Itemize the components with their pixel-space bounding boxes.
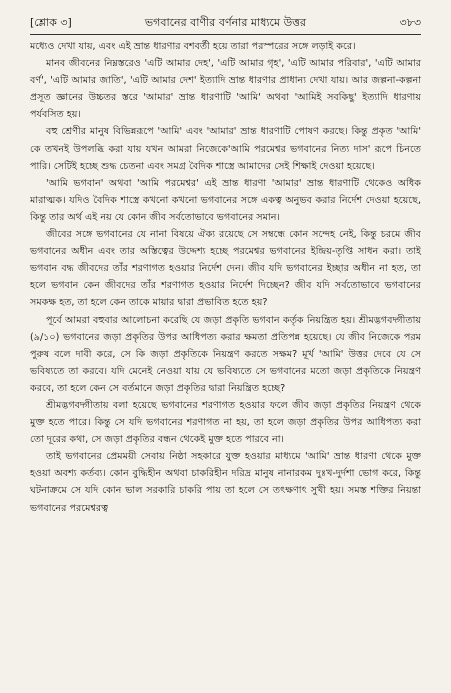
paragraph: পূর্বে আমরা বহুবার আলোচনা করেছি যে জড়া প্রকৃতি ভগবান কর্তৃক নিয়ন্ত্রিত হয়। শ্রীমদ্ভগবদ্গীতায় (৯/১০) ভগবানের জড়া প্রকৃতির উপর আধিপত্য করার ক্ষমতা প্রতিপন্ন হয়েছে। যে জীব নিজেকে পরম পুরুষ বলে দাবী করে, সে কি জড়া প্রকৃতিকে নিয়ন্ত্রণ করতে সক্ষম? মূর্খ 'আমি' উত্তর দেবে যে সে ভবিষ্যতে তা করবে। যদি মেনেই নেওয়া যায় যে ভবিষ্যতে সে ভগবানের মতো জড়া প্রকৃতিকে নিয়ন্ত্রণ করবে, তা হলে কেন সে বর্তমানে জড়া প্রকৃতির দ্বারা নিয়ন্ত্রিত হচ্ছে?: [30, 314, 421, 394]
paragraph: শ্রীমদ্ভগবদ্গীতায় বলা হয়েছে ভগবানের শরণাগত হওয়ার ফলে জীব জড়া প্রকৃতির নিয়ন্ত্রণ থেকে মুক্ত হতে পারে। কিন্তু সে যদি ভগবানের শরণাগত না হয়, তা হলে জড়া প্রকৃতির উপর আধিপত্য করা তো দূরের কথা, সে জড়া প্রকৃতির বন্ধন থেকেই মুক্ত হতে পারবে না।: [30, 399, 421, 446]
paragraph: মানব জীবনের নিম্নস্তরেও 'এটি আমার দেহ', 'এটি আমার গৃহ', 'এটি আমার পরিবার', 'এটি আমার বর্ণ', 'এটি আমার জাতি', 'এটি আমার দেশ' ইত্যাদি ভ্রান্ত ধারণার প্রাধান্য দেখা যায়। আর জল্পনা-কল্পনা প্রসূত জ্ঞানের উচ্চতর স্তরে 'আমার' ভ্রান্ত ধারণাটি 'আমি' অথবা 'আমিই সবকিছু' ইত্যাদি ধারণায় পর্যবসিত হয়।: [30, 58, 421, 121]
paragraph: 'আমি ভগবান' অথবা 'আমি পরমেশ্বর' এই ভ্রান্ত ধারণা 'আমার' ভ্রান্ত ধারণাটি থেকেও অধিক মারাত্মক। যদিও বৈদিক শাস্ত্রে কখনো কখনো ভগবানের সঙ্গে একত্ব অনুভব করার নির্দেশ দেওয়া হয়েছে, কিন্তু তার অর্থ এই নয় যে কোন জীব সর্বতোভাবে ভগবানের সমান।: [30, 177, 421, 223]
page-number: ৩৮৩: [399, 16, 421, 29]
paragraph: তাই ভগবানের প্রেমময়ী সেবায় নিষ্ঠা সহকারে যুক্ত হওয়ার মাধ্যমে 'আমি' ভ্রান্ত ধারণা থেকে মুক্ত হওয়া অবশ্য কর্তব্য। কোন বুদ্ধিহীন অথবা চাকরিহীন দরিদ্র মানুষ নানারকম দুঃখ-দুর্দশা ভোগ করে, কিন্তু ঘটনাক্রমে সে যদি কোন ভাল সরকারি চাকরি পায় তা হলে সে তৎক্ষণাৎ সুখী হয়। সমস্ত শক্তির নিয়ন্তা ভগবানের পরমেশ্বরত্ব: [30, 451, 421, 514]
verse-reference: [শ্লোক ৩]: [30, 16, 72, 29]
paragraph: বহু শ্রেণীর মানুষ বিভিন্নরূপে 'আমি' এবং 'আমার' ভ্রান্ত ধারণাটি পোষণ করছে। কিন্তু প্রকৃত 'আমি' কে তখনই উপলব্ধি করা যায় যখন আমরা নিজেকে'আমি পরমেশ্বর ভগবানের নিত্য দাস' রূপে চিনতে পারি। সেটিই হচ্ছে শুদ্ধ চেতনা এবং সমগ্র বৈদিক শাস্ত্রে আমাদের সেই শিক্ষাই দেওয়া হয়েছে।: [30, 126, 421, 172]
body-text: [30, 38, 421, 517]
running-head: [30, 14, 421, 32]
paragraph-continued: মধ্যেও দেখা যায়, এবং এই ভ্রান্ত ধারণার বশবর্তী হয়ে তারা পরস্পরের সঙ্গে লড়াই করে।: [30, 41, 356, 52]
paragraph: জীবের সঙ্গে ভগবানের যে নানা বিষয়ে ঐক্য রয়েছে সে সম্বন্ধে কোন সন্দেহ নেই, কিন্তু চরমে জীব ভগবানের অধীন এবং তার অস্তিত্বের উদ্দেশ্য হচ্ছে পরমেশ্বর ভগবানের ইন্দ্রিয়-তৃপ্তি সাধন করা। তাই ভগবান বদ্ধ জীবদের তাঁর শরণাগত হওয়ার নির্দেশ দেন। জীব যদি ভগবানের ইচ্ছার অধীন না হত, তা হলে ভগবান কেন জীবদের তাঁর শরণাগত হওয়ার নির্দেশ দিচ্ছেন? জীব যদি সর্বতোভাবে ভগবানের সমকক্ষ হত, তা হলে কেন তাকে মায়ার দ্বারা প্রভাবিত হতে হয়?: [30, 229, 421, 309]
chapter-title: ভগবানের বাণীর বর্ণনার মাধ্যমে উত্তর: [144, 16, 307, 29]
header-rule: [30, 34, 421, 35]
